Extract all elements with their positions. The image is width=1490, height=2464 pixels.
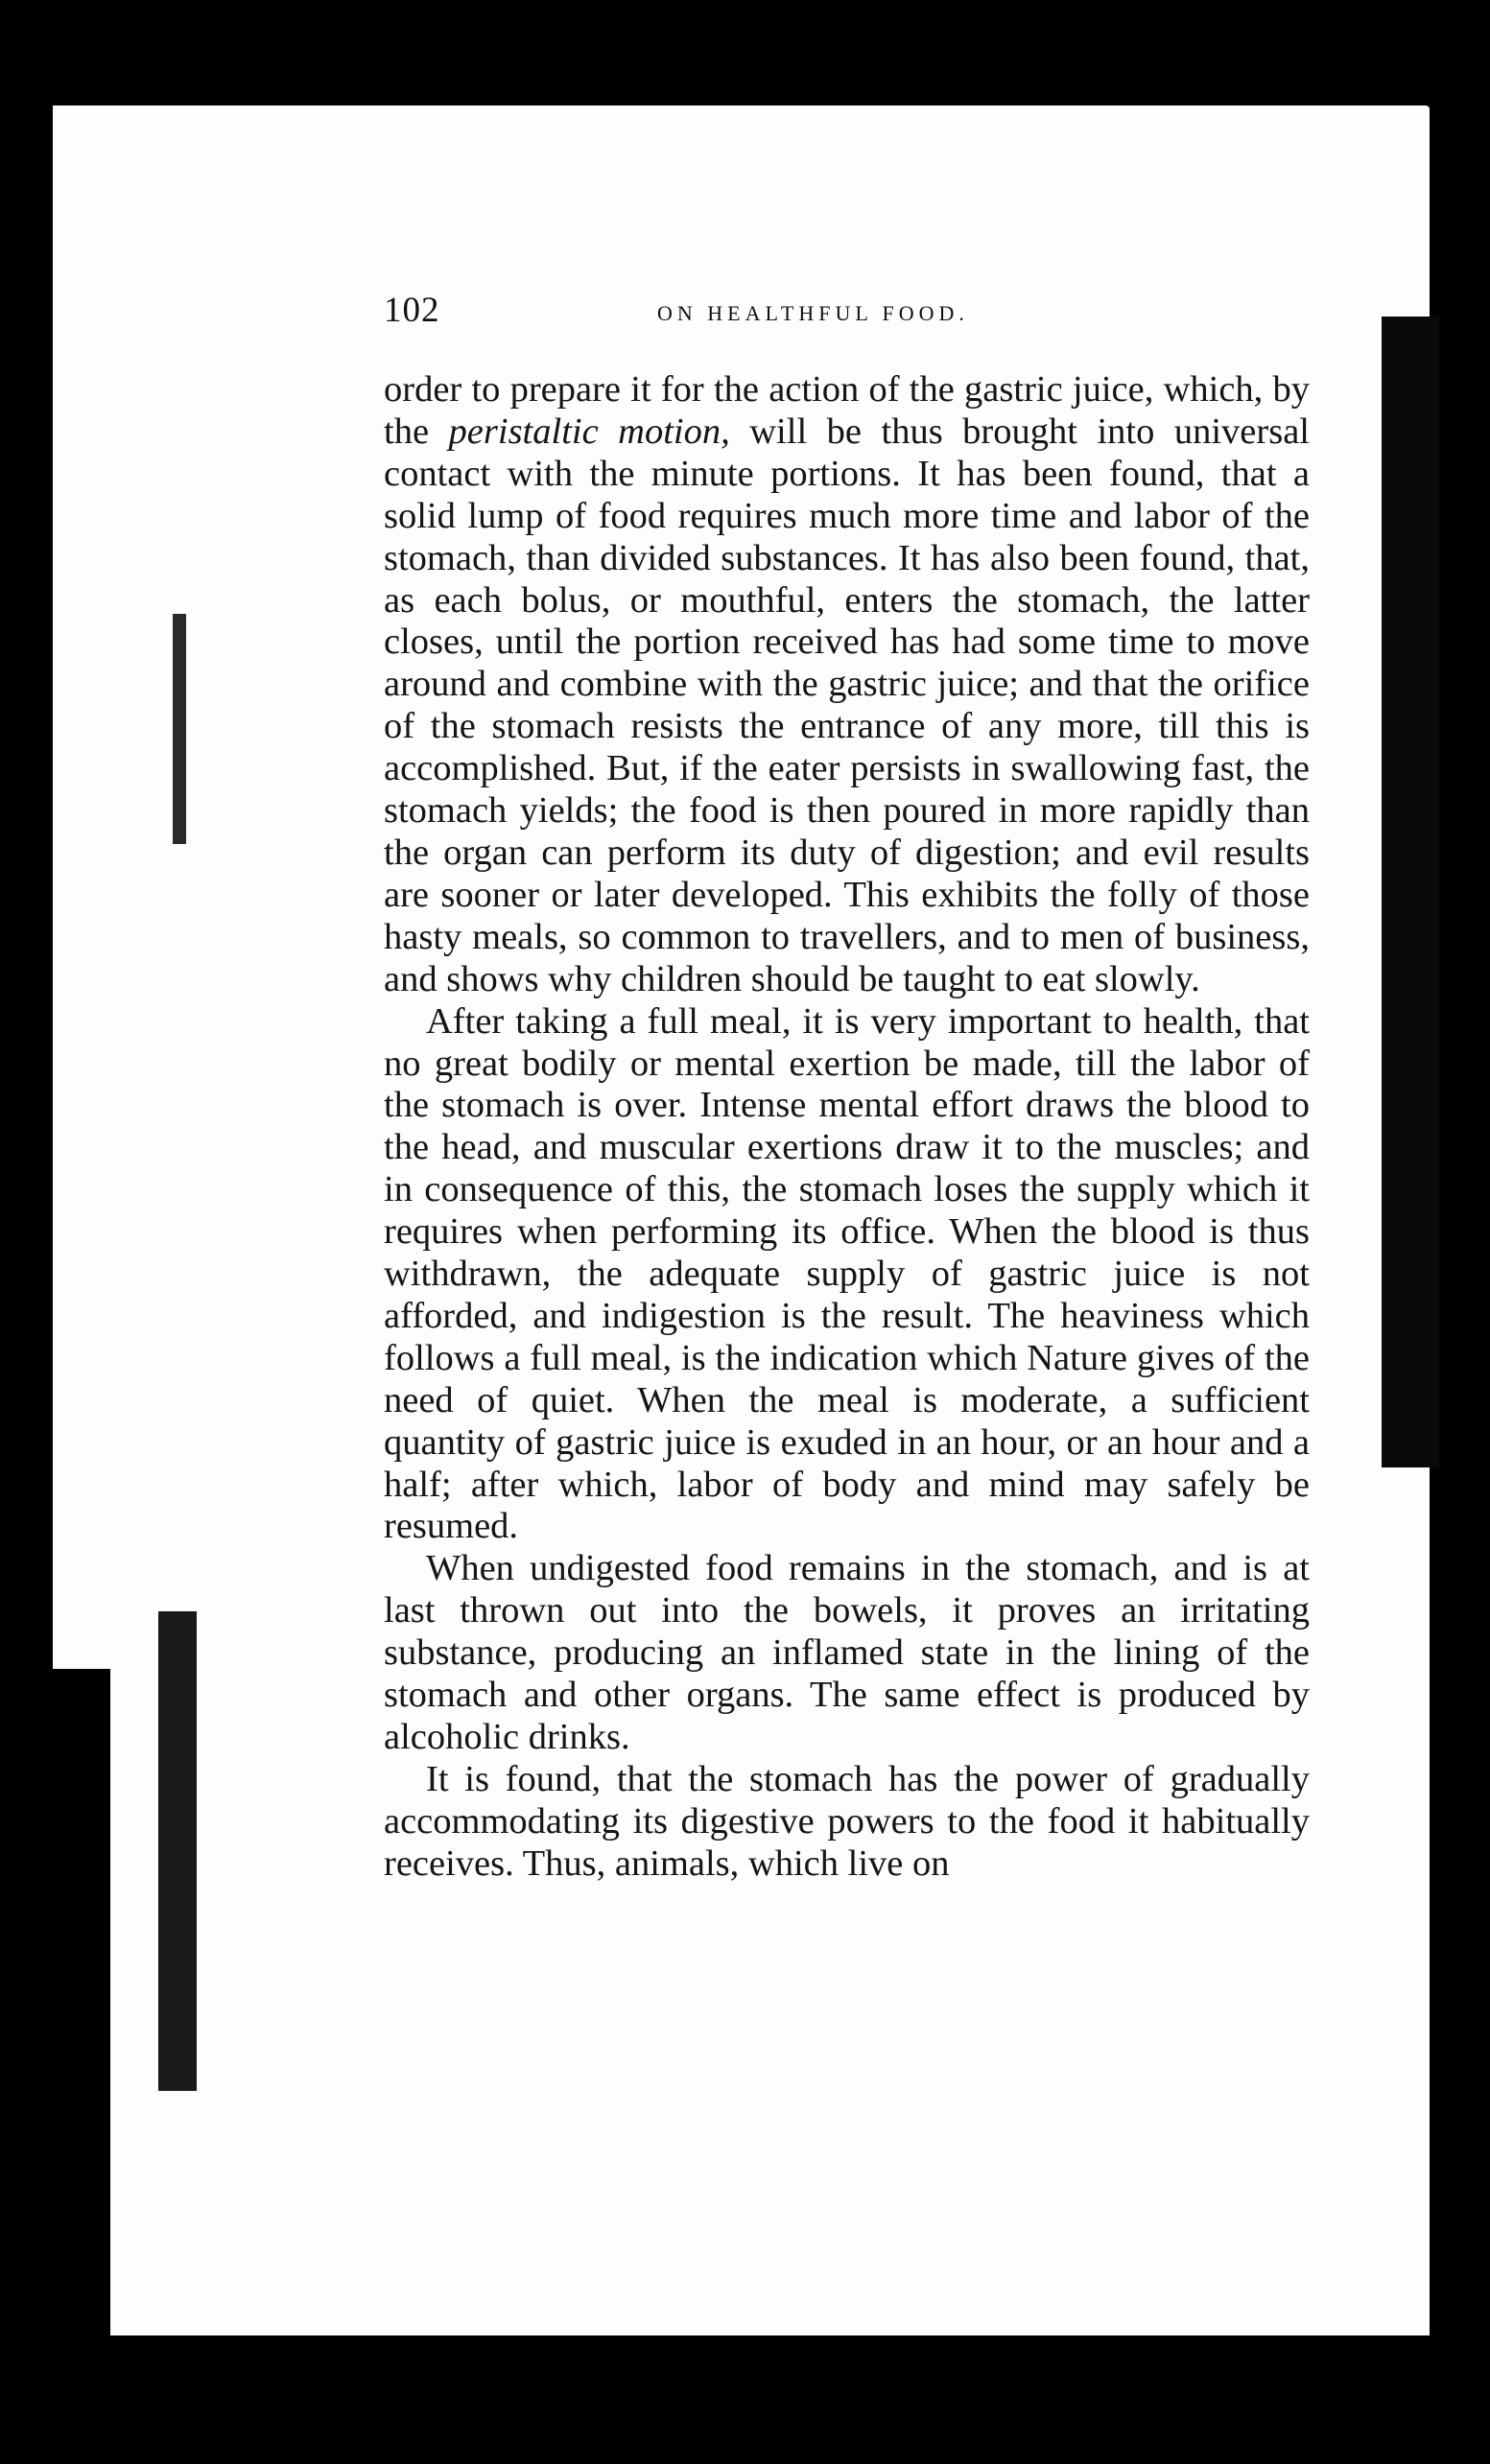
paragraph: It is found, that the stomach has the power of gradually accommodating its digestive powers to the food it habitually receives. Thus, animals, which live on bbox=[384, 1758, 1310, 1884]
running-head bbox=[384, 290, 1324, 347]
page-number: 102 bbox=[384, 291, 440, 330]
paragraph-text: will be thus brought into universal contact with the minute portions. It has been found, that a solid lump of food requires much more time and labor of the stomach, than divided substances. It has also been found, that, as each bolus, or mouthful, enters the stomach, the latter closes, until the portion received has had some time to move around and combine with the gastric juice; and that the orifice of the stomach resists the entrance of any more, till this is accomplished. But, if the eater persists in swallowing fast, the stomach yields; the food is then poured in more rapidly than the organ can perform its duty of digestion; and evil results are sooner or later developed. This exhibits the folly of those hasty meals, so common to travellers, and to men of business, and shows why children should be taught to eat slowly. bbox=[384, 411, 1310, 999]
paragraph bbox=[384, 369, 1310, 1001]
paragraph-text: order to prepare it for the action of the gastric juice, which, by the bbox=[384, 369, 1310, 452]
running-title: ON HEALTHFUL FOOD. bbox=[657, 301, 969, 325]
scan-streak bbox=[173, 614, 186, 844]
italic-term: peristaltic motion, bbox=[448, 411, 730, 452]
paragraph: When undigested food remains in the stomach, and is at last thrown out into the bowels, it proves an irritating substance, producing an inflamed state in the lining of the stomach and other organs. The same effect is produced by alcoholic drinks. bbox=[384, 1548, 1310, 1757]
scan-edge-shadow-lower bbox=[1458, 1467, 1490, 2331]
paragraph: After taking a full meal, it is very important to health, that no great bodily or mental exertion be made, till the labor of the stomach is over. Intense mental effort draws the blood to the head, and muscular exertions draw it to the muscles; and in consequence of this, the stomach loses the supply which it requires when performing its office. When the blood is thus withdrawn, the adequate supply of gastric juice is not afforded, and indigestion is the result. The heaviness which follows a full meal, is the indication which Nature gives of the need of quiet. When the meal is moderate, a sufficient quantity of gastric juice is exuded in an hour, or an hour and a half; after which, labor of body and mind may safely be resumed. bbox=[384, 1000, 1310, 1547]
body-text bbox=[384, 369, 1310, 1886]
scan-streak bbox=[158, 1611, 197, 2091]
scan-edge-shadow bbox=[1382, 317, 1439, 1467]
scan-streak bbox=[53, 1669, 110, 2340]
